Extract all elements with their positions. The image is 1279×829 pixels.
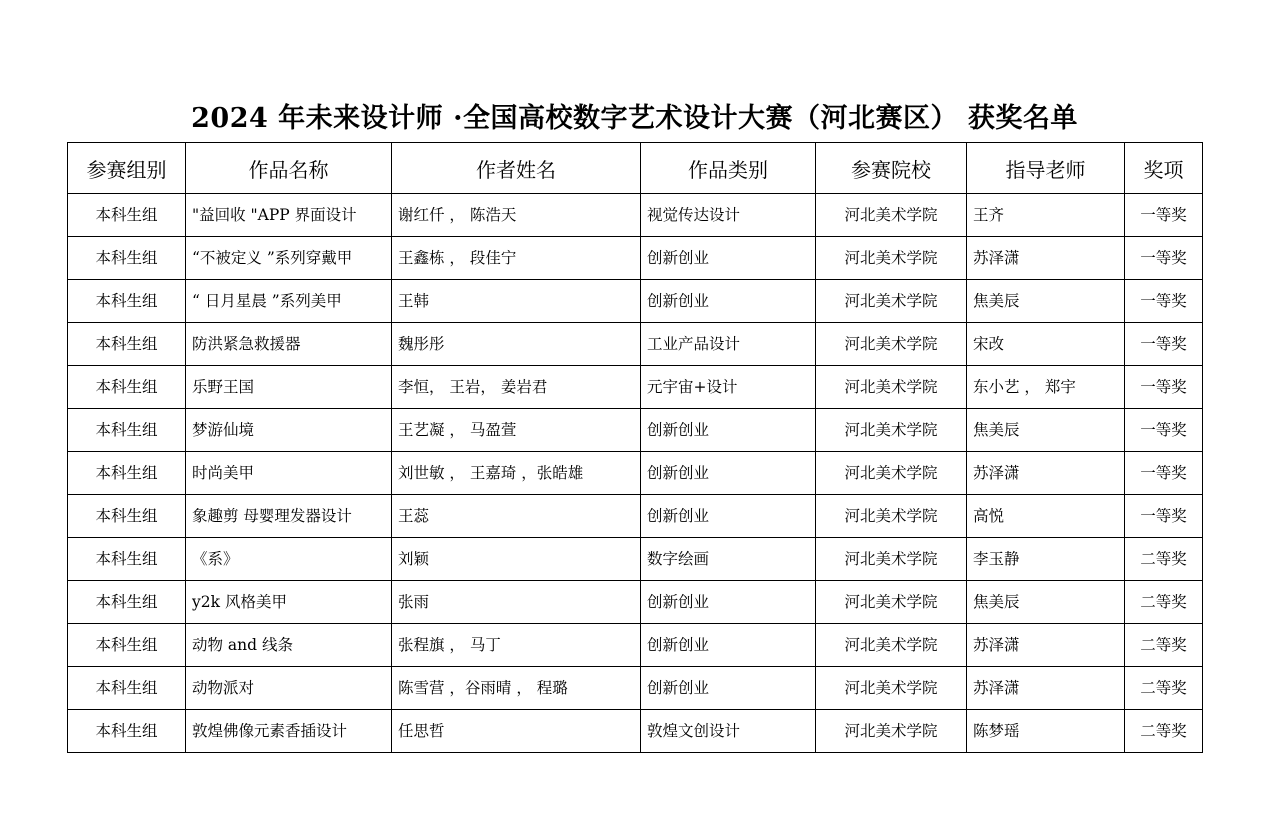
cell-category: 元宇宙+设计 — [641, 366, 816, 409]
cell-authors: 王韩 — [392, 280, 641, 323]
header-school: 参赛院校 — [816, 143, 967, 194]
cell-award: 二等奖 — [1125, 710, 1203, 753]
cell-authors: 刘颖 — [392, 538, 641, 581]
table-row — [68, 581, 1203, 624]
cell-group: 本科生组 — [68, 366, 186, 409]
cell-work: 梦游仙境 — [186, 409, 392, 452]
cell-advisor: 苏泽潇 — [967, 624, 1125, 667]
cell-work: 动物派对 — [186, 667, 392, 710]
cell-group: 本科生组 — [68, 624, 186, 667]
cell-authors: 王艺凝 ， 马盈萱 — [392, 409, 641, 452]
cell-award: 一等奖 — [1125, 409, 1203, 452]
cell-school: 河北美术学院 — [816, 194, 967, 237]
cell-advisor: 焦美辰 — [967, 409, 1125, 452]
cell-group: 本科生组 — [68, 538, 186, 581]
table-row — [68, 624, 1203, 667]
cell-category: 创新创业 — [641, 581, 816, 624]
header-author-names: 作者姓名 — [392, 143, 641, 194]
cell-group: 本科生组 — [68, 280, 186, 323]
cell-group: 本科生组 — [68, 409, 186, 452]
cell-work: y2k 风格美甲 — [186, 581, 392, 624]
table-row — [68, 366, 1203, 409]
cell-authors: 魏彤彤 — [392, 323, 641, 366]
cell-advisor: 东小艺 ， 郑宇 — [967, 366, 1125, 409]
table-row — [68, 495, 1203, 538]
cell-school: 河北美术学院 — [816, 581, 967, 624]
cell-advisor: 焦美辰 — [967, 280, 1125, 323]
cell-authors: 张雨 — [392, 581, 641, 624]
cell-authors: 张程旗 ， 马丁 — [392, 624, 641, 667]
cell-school: 河北美术学院 — [816, 237, 967, 280]
cell-award: 二等奖 — [1125, 538, 1203, 581]
cell-work: 动物 and 线条 — [186, 624, 392, 667]
cell-school: 河北美术学院 — [816, 495, 967, 538]
table-row — [68, 710, 1203, 753]
cell-authors: 任思哲 — [392, 710, 641, 753]
cell-advisor: 宋改 — [967, 323, 1125, 366]
cell-group: 本科生组 — [68, 581, 186, 624]
header-advisor: 指导老师 — [967, 143, 1125, 194]
cell-school: 河北美术学院 — [816, 538, 967, 581]
header-group: 参赛组别 — [68, 143, 186, 194]
cell-category: 创新创业 — [641, 409, 816, 452]
cell-group: 本科生组 — [68, 667, 186, 710]
cell-category: 敦煌文创设计 — [641, 710, 816, 753]
cell-advisor: 陈梦瑶 — [967, 710, 1125, 753]
table-row — [68, 452, 1203, 495]
cell-award: 一等奖 — [1125, 280, 1203, 323]
header-work-name: 作品名称 — [186, 143, 392, 194]
cell-group: 本科生组 — [68, 237, 186, 280]
cell-school: 河北美术学院 — [816, 366, 967, 409]
cell-authors: 李恒， 王岩， 姜岩君 — [392, 366, 641, 409]
cell-work: “不被定义 ”系列穿戴甲 — [186, 237, 392, 280]
cell-award: 二等奖 — [1125, 624, 1203, 667]
cell-work: 防洪紧急救援器 — [186, 323, 392, 366]
cell-work: 《系》 — [186, 538, 392, 581]
table-row — [68, 323, 1203, 366]
cell-school: 河北美术学院 — [816, 624, 967, 667]
cell-work: 象趣剪 母婴理发器设计 — [186, 495, 392, 538]
cell-school: 河北美术学院 — [816, 409, 967, 452]
cell-group: 本科生组 — [68, 323, 186, 366]
cell-category: 创新创业 — [641, 624, 816, 667]
cell-authors: 王蕊 — [392, 495, 641, 538]
cell-award: 二等奖 — [1125, 581, 1203, 624]
cell-award: 一等奖 — [1125, 452, 1203, 495]
cell-award: 一等奖 — [1125, 237, 1203, 280]
cell-advisor: 李玉静 — [967, 538, 1125, 581]
cell-work: “ 日月星晨 ”系列美甲 — [186, 280, 392, 323]
table-row — [68, 194, 1203, 237]
cell-work: 敦煌佛像元素香插设计 — [186, 710, 392, 753]
table-header-row — [68, 143, 1203, 194]
cell-advisor: 王齐 — [967, 194, 1125, 237]
cell-group: 本科生组 — [68, 710, 186, 753]
table-row — [68, 409, 1203, 452]
cell-school: 河北美术学院 — [816, 452, 967, 495]
cell-school: 河北美术学院 — [816, 280, 967, 323]
cell-authors: 刘世敏 ， 王嘉琦 ，张皓雄 — [392, 452, 641, 495]
cell-category: 创新创业 — [641, 280, 816, 323]
cell-advisor: 焦美辰 — [967, 581, 1125, 624]
cell-advisor: 苏泽潇 — [967, 237, 1125, 280]
table-row — [68, 667, 1203, 710]
cell-group: 本科生组 — [68, 495, 186, 538]
cell-work: "益回收 "APP 界面设计 — [186, 194, 392, 237]
cell-advisor: 高悦 — [967, 495, 1125, 538]
cell-category: 视觉传达设计 — [641, 194, 816, 237]
cell-work: 乐野王国 — [186, 366, 392, 409]
cell-work: 时尚美甲 — [186, 452, 392, 495]
cell-category: 创新创业 — [641, 237, 816, 280]
cell-award: 一等奖 — [1125, 194, 1203, 237]
table-row — [68, 237, 1203, 280]
awards-table — [67, 142, 1203, 753]
cell-award: 一等奖 — [1125, 366, 1203, 409]
cell-category: 数字绘画 — [641, 538, 816, 581]
header-work-category: 作品类别 — [641, 143, 816, 194]
cell-award: 一等奖 — [1125, 495, 1203, 538]
cell-authors: 王鑫栋 ， 段佳宁 — [392, 237, 641, 280]
cell-group: 本科生组 — [68, 452, 186, 495]
cell-authors: 陈雪营 ，谷雨晴 ， 程璐 — [392, 667, 641, 710]
cell-school: 河北美术学院 — [816, 667, 967, 710]
cell-category: 创新创业 — [641, 667, 816, 710]
cell-authors: 谢红仟 ， 陈浩天 — [392, 194, 641, 237]
table-row — [68, 538, 1203, 581]
cell-school: 河北美术学院 — [816, 323, 967, 366]
header-award: 奖项 — [1125, 143, 1203, 194]
cell-category: 工业产品设计 — [641, 323, 816, 366]
cell-award: 一等奖 — [1125, 323, 1203, 366]
cell-award: 二等奖 — [1125, 667, 1203, 710]
cell-group: 本科生组 — [68, 194, 186, 237]
table-row — [68, 280, 1203, 323]
cell-advisor: 苏泽潇 — [967, 667, 1125, 710]
cell-category: 创新创业 — [641, 495, 816, 538]
cell-advisor: 苏泽潇 — [967, 452, 1125, 495]
cell-school: 河北美术学院 — [816, 710, 967, 753]
cell-category: 创新创业 — [641, 452, 816, 495]
document-title: 2024 年未来设计师 ·全国高校数字艺术设计大赛（河北赛区） 获奖名单 — [191, 103, 1078, 134]
